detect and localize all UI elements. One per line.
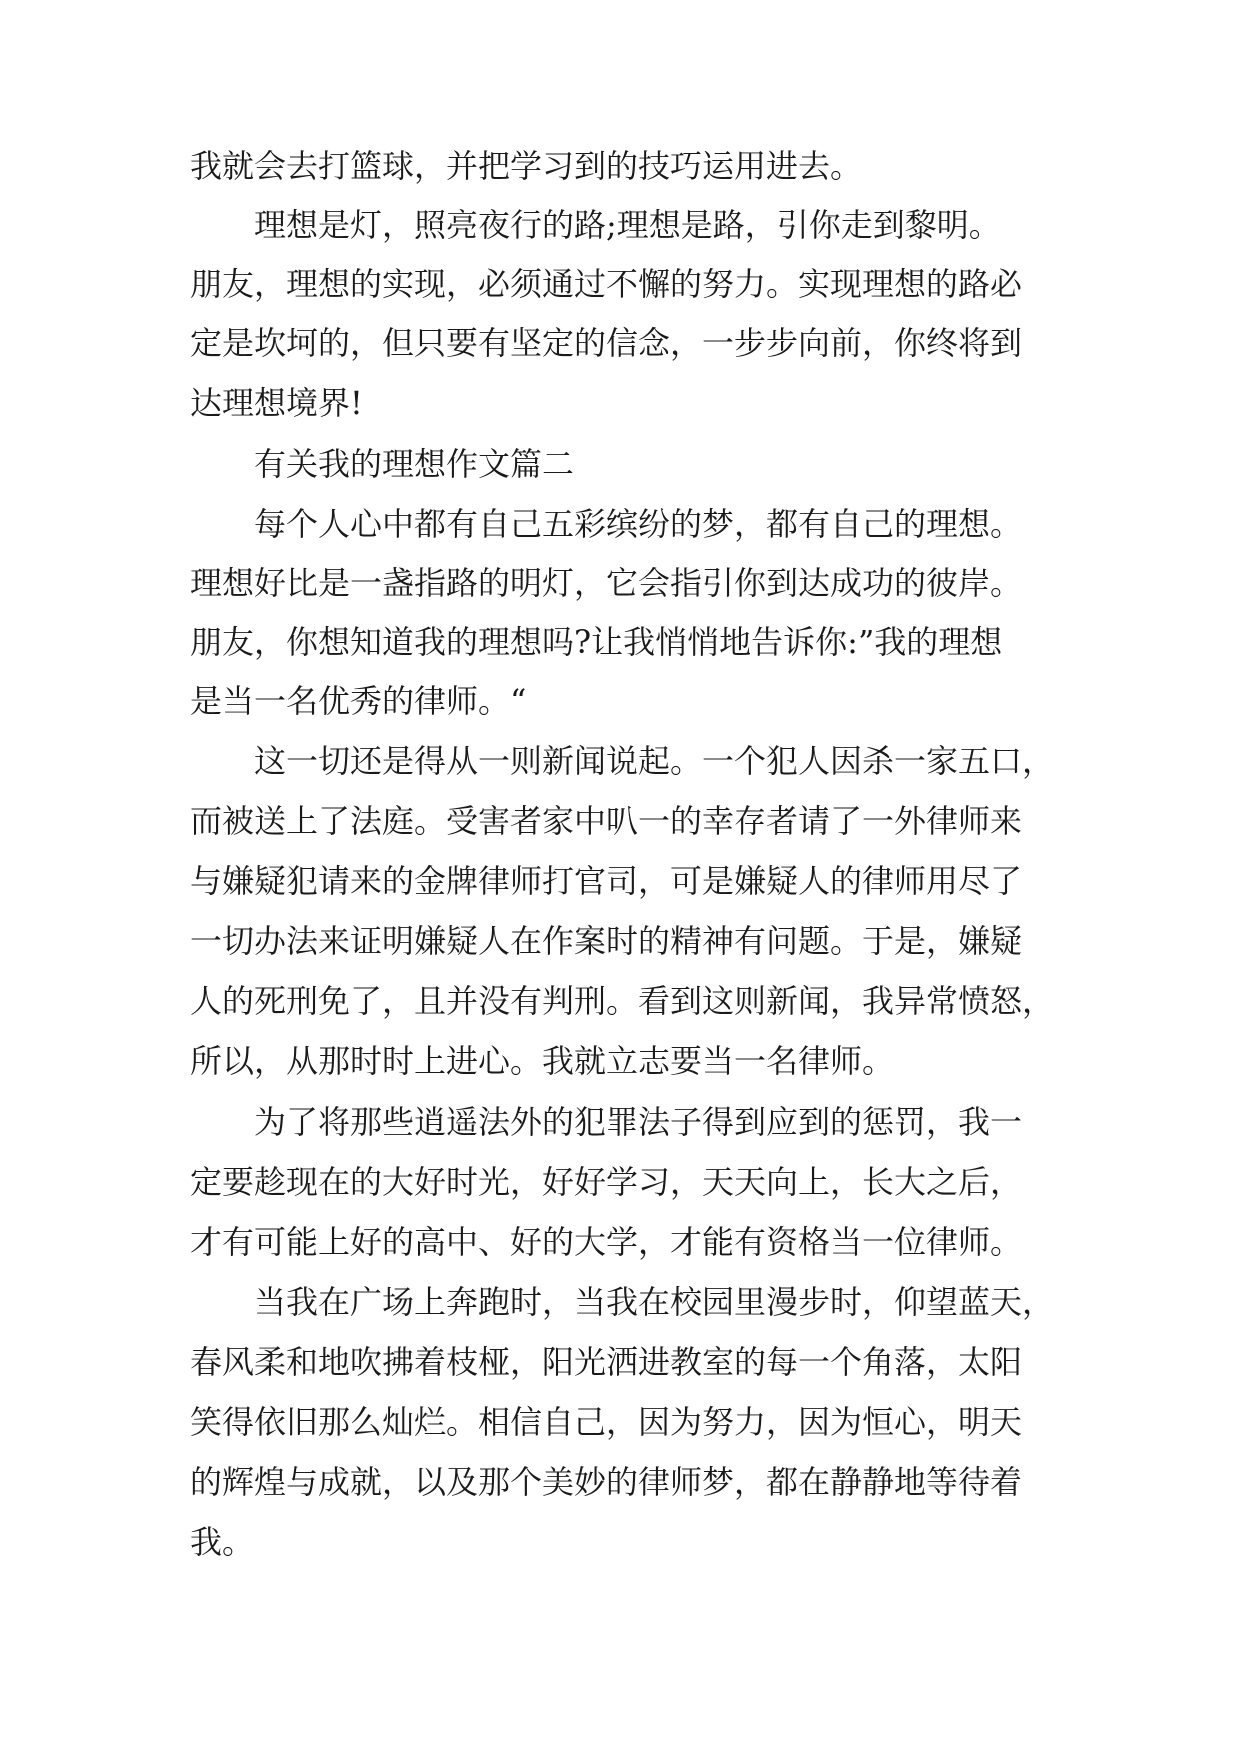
text-line: 是当一名优秀的律师。“ bbox=[190, 682, 527, 720]
text-line: 一切办法来证明嫌疑人在作案时的精神有问题。于是，嫌疑 bbox=[190, 922, 1023, 960]
text-line: 达理想境界! bbox=[190, 384, 363, 422]
text-line: 为了将那些逍遥法外的犯罪法子得到应到的惩罚，我一 bbox=[254, 1103, 1023, 1141]
text-line: 朋友，理想的实现，必须通过不懈的努力。实现理想的路必 bbox=[190, 265, 1023, 303]
text-line: 定是坎坷的，但只要有坚定的信念，一步步向前，你终将到 bbox=[190, 324, 1023, 362]
text-line: 理想是灯，照亮夜行的路;理想是路，引你走到黎明。 bbox=[254, 206, 1001, 244]
text-line: 与嫌疑犯请来的金牌律师打官司，可是嫌疑人的律师用尽了 bbox=[190, 862, 1023, 900]
text-line: 而被送上了法庭。受害者家中叭一的幸存者请了一外律师来 bbox=[190, 802, 1023, 840]
section-heading: 有关我的理想作文篇二 bbox=[254, 445, 575, 483]
text-line: 所以，从那时时上进心。我就立志要当一名律师。 bbox=[190, 1042, 895, 1080]
text-line: 这一切还是得从一则新闻说起。一个犯人因杀一家五口， bbox=[254, 742, 1055, 780]
text-line: 理想好比是一盏指路的明灯，它会指引你到达成功的彼岸。 bbox=[190, 564, 1023, 602]
text-line: 当我在广场上奔跑时，当我在校园里漫步时，仰望蓝天， bbox=[254, 1283, 1055, 1321]
text-line: 才有可能上好的高中、好的大学，才能有资格当一位律师。 bbox=[190, 1223, 1023, 1261]
text-line: 人的死刑免了，且并没有判刑。看到这则新闻，我异常愤怒， bbox=[190, 982, 1055, 1020]
text-line: 定要趁现在的大好时光，好好学习，天天向上，长大之后， bbox=[190, 1163, 1023, 1201]
text-line: 我就会去打篮球，并把学习到的技巧运用进去。 bbox=[190, 147, 863, 185]
text-line: 我。 bbox=[190, 1523, 255, 1561]
text-line: 的辉煌与成就，以及那个美妙的律师梦，都在静静地等待着 bbox=[190, 1463, 1023, 1501]
text-line: 笑得依旧那么灿烂。相信自己，因为努力，因为恒心，明天 bbox=[190, 1403, 1023, 1441]
text-line: 每个人心中都有自己五彩缤纷的梦，都有自己的理想。 bbox=[254, 505, 1023, 543]
text-line: 春风柔和地吹拂着枝桠，阳光洒进教室的每一个角落，太阳 bbox=[190, 1343, 1023, 1381]
text-line: 朋友，你想知道我的理想吗?让我悄悄地告诉你:”我的理想 bbox=[190, 623, 1003, 661]
